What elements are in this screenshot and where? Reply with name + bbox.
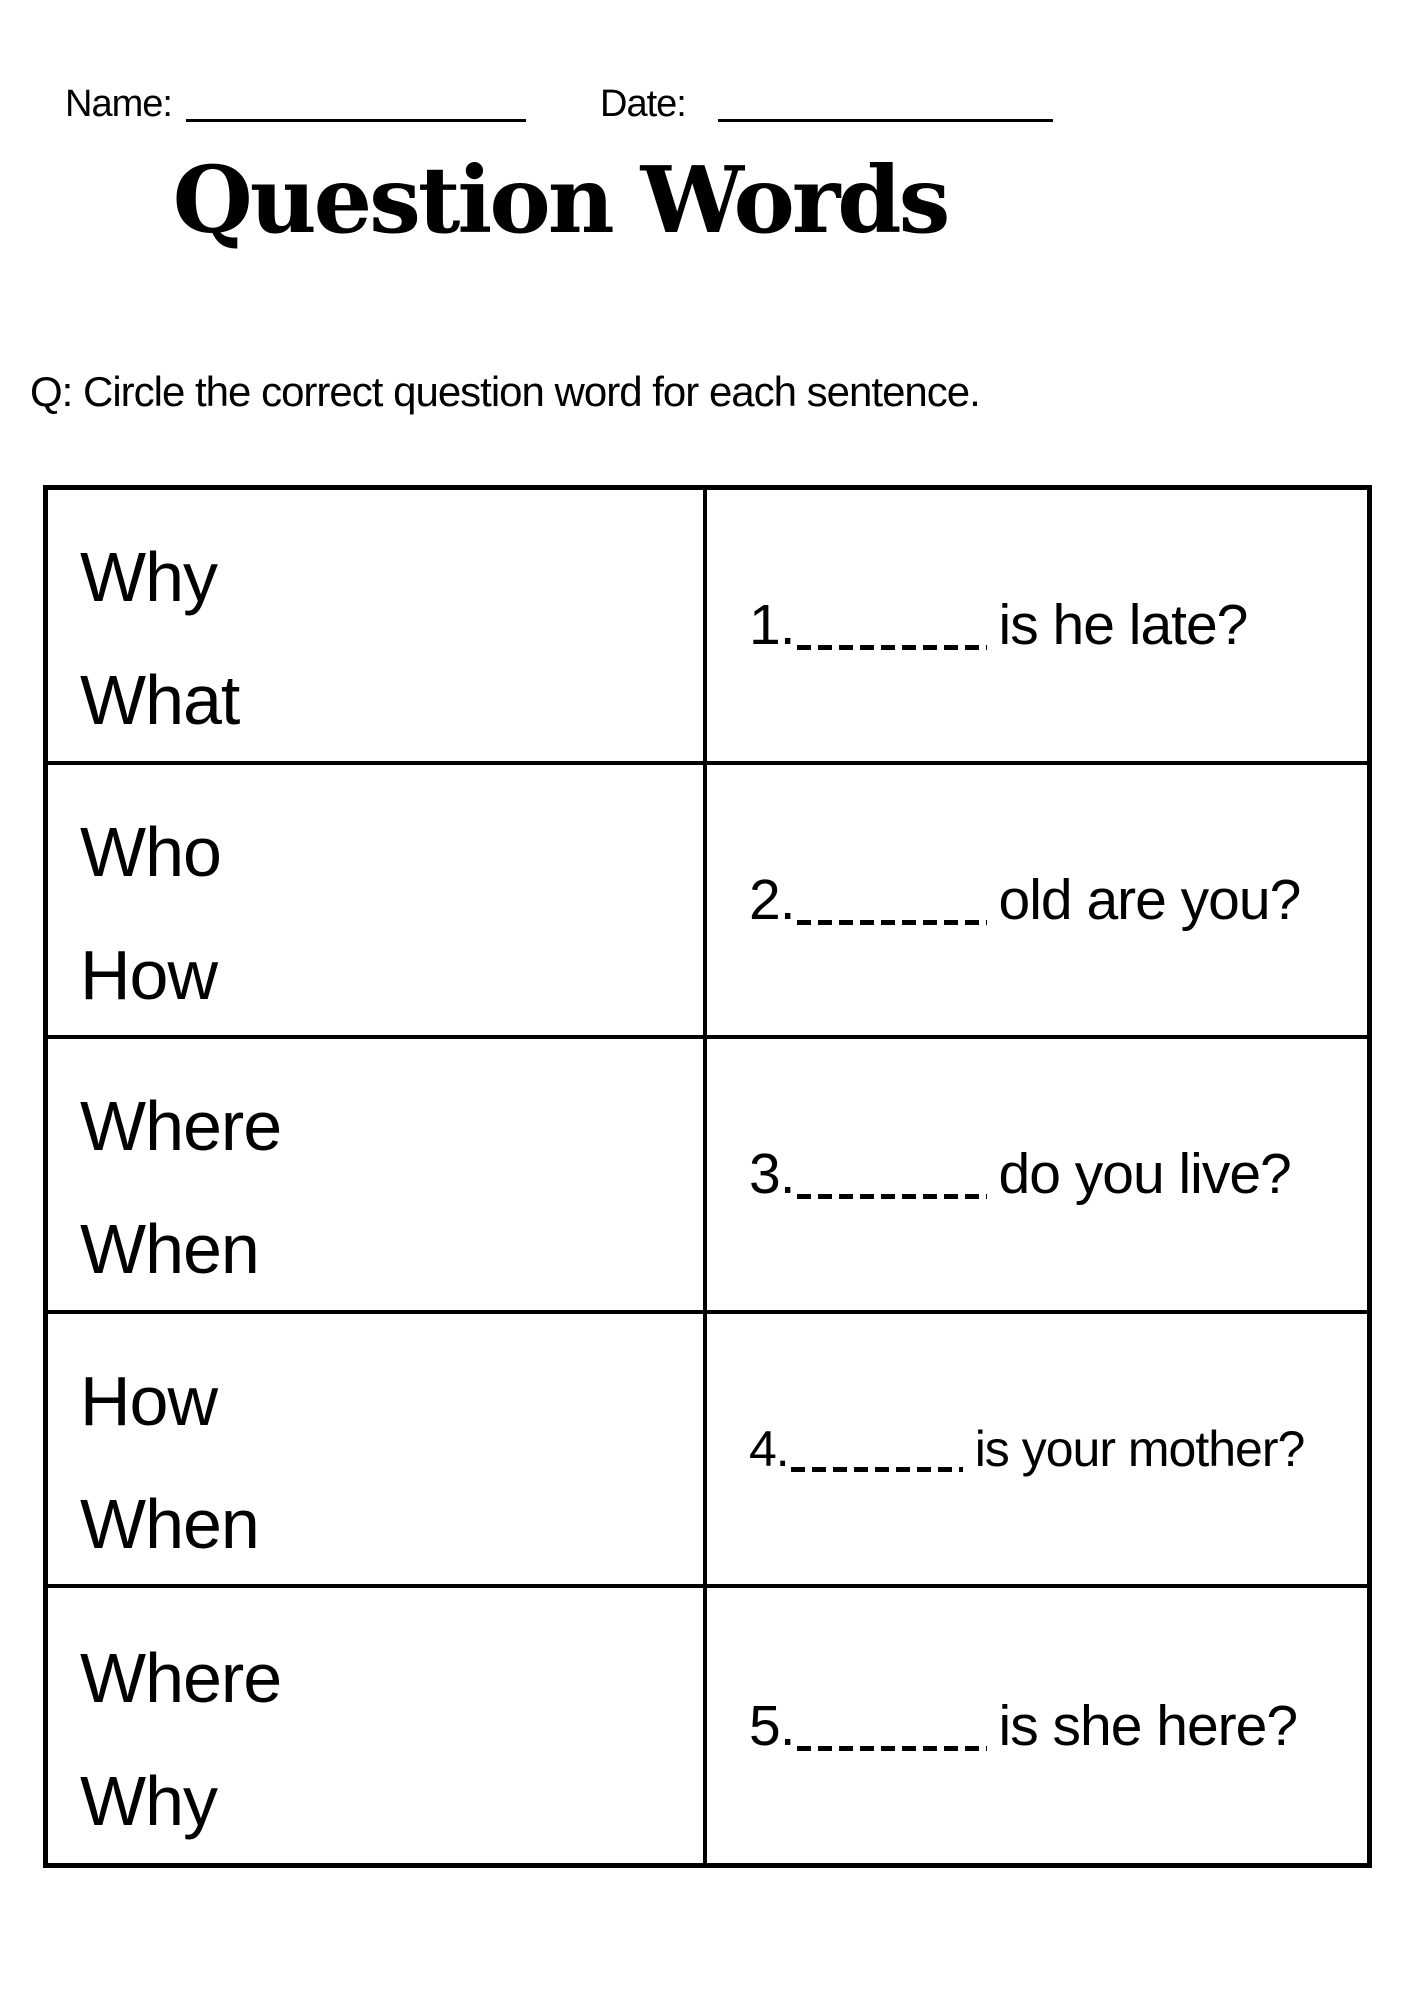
answer-blank[interactable] — [797, 1746, 987, 1751]
answer-blank[interactable] — [791, 1467, 963, 1472]
options-cell — [48, 1314, 707, 1589]
question-number: 4. — [749, 1421, 789, 1478]
option-word[interactable]: Who — [80, 812, 221, 891]
sentence-text: do you live? — [998, 1142, 1291, 1207]
sentence-line — [749, 592, 1247, 658]
date-field — [600, 82, 1053, 126]
option-word[interactable]: When — [80, 1210, 259, 1289]
sentence-text: old are you? — [998, 867, 1301, 932]
answer-blank[interactable] — [797, 1194, 987, 1199]
question-number: 3. — [749, 1142, 795, 1207]
question-number: 5. — [749, 1693, 795, 1758]
sentence-cell — [707, 1039, 1367, 1314]
name-label: Name: — [65, 83, 172, 125]
sentence-cell — [707, 490, 1367, 765]
date-input-line[interactable] — [718, 88, 1053, 122]
question-number: 1. — [749, 593, 795, 658]
option-word[interactable]: Where — [80, 1638, 282, 1717]
name-field — [65, 82, 526, 126]
option-word[interactable]: How — [80, 1362, 218, 1441]
option-word[interactable]: When — [80, 1485, 259, 1564]
sentence-text: is she here? — [998, 1693, 1298, 1758]
option-word[interactable]: Why — [80, 538, 217, 617]
sentence-cell — [707, 765, 1367, 1040]
options-cell — [48, 1039, 707, 1314]
options-cell — [48, 490, 707, 765]
sentence-line — [749, 1420, 1304, 1478]
question-number: 2. — [749, 867, 795, 932]
options-cell — [48, 1588, 707, 1863]
sentence-cell — [707, 1588, 1367, 1863]
name-input-line[interactable] — [186, 88, 526, 122]
answer-blank[interactable] — [797, 645, 987, 650]
option-word[interactable]: Why — [80, 1761, 217, 1840]
option-word[interactable]: Where — [80, 1087, 282, 1166]
sentence-line — [749, 867, 1300, 933]
options-cell — [48, 765, 707, 1040]
sentence-text: is your mother? — [974, 1421, 1305, 1478]
date-label: Date: — [600, 83, 686, 125]
sentence-line — [749, 1141, 1291, 1207]
sentence-cell — [707, 1314, 1367, 1589]
sentence-text: is he late? — [998, 593, 1248, 658]
question-table — [43, 485, 1372, 1868]
option-word[interactable]: What — [80, 661, 240, 740]
sentence-line — [749, 1693, 1297, 1759]
answer-blank[interactable] — [797, 920, 987, 925]
option-word[interactable]: How — [80, 935, 218, 1014]
page-title: Question Words — [172, 146, 948, 254]
instruction-text: Q: Circle the correct question word for each sentence. — [30, 368, 980, 415]
